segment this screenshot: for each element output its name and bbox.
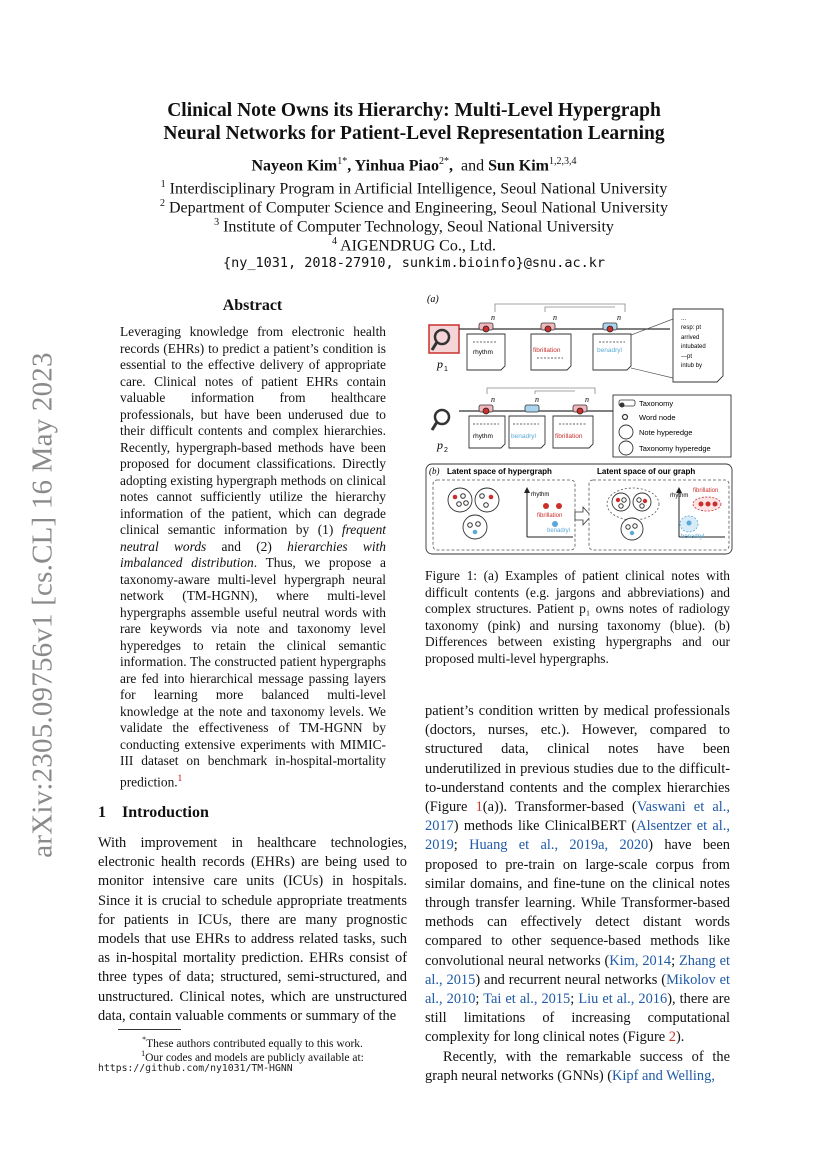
svg-text:arrived: arrived bbox=[681, 335, 700, 341]
figure-ref-1[interactable]: 1 bbox=[475, 799, 483, 816]
p2-note-1 bbox=[469, 395, 505, 448]
svg-text:Taxonomy: Taxonomy bbox=[639, 399, 674, 408]
svg-text:rhythm: rhythm bbox=[531, 492, 550, 498]
svg-text:benadryl: benadryl bbox=[511, 433, 536, 440]
affiliation-3: $^3$ Institute of Computer Technology, Seoul National University bbox=[214, 217, 614, 236]
figure-label-b: (b) bbox=[429, 466, 440, 476]
abstract-body: Leveraging knowledge from electronic health records (EHRs) to predict a patient’s condition is essential to the effective delivery of appropriate care. Clinical notes of patient EHRs contain valuable information from healthcare professionals, but have been underused due to their difficult contents and complex hierarchies. Recently, hypergraph-based methods have been proposed for document classifications. Directly adopting existing hypergraph methods on clinical notes cannot sufficiently utilize the hierarchy information of the patient, which can degrade clinical semantic information by (1) frequent neutral words and (2) hierarchies with imbalanced distribution. Thus, we propose a taxonomy-aware multi-level hypergraph neural network (TM-HGNN), where multi-level hypergraphs assemble useful neutral words with rare keywords via note and taxonomy level hyperedges to retain the clinical semantic information. The constructed patient hypergraphs are fed into hierarchical message passing layers for learning more balanced multi-level knowledge at the note and taxonomy levels. We validate the effectiveness of TM-HGNN by conducting extensive experiments with MIMIC-III dataset on benchmark in-hospital-mortality prediction.$^1$ bbox=[120, 324, 387, 789]
figure-1-caption: Figure 1: (a) Examples of patient clinical notes with difficult contents (e.g. jargons and abbreviations) and complex structures. Patient p₁ owns notes of radiology taxonomy (pink) and nursing taxonomy (blue). (b) Differences between existing hypergraphs and our proposed multi-level hypergraphs. bbox=[425, 568, 730, 666]
paragraph-1: patient’s condition written by medical professionals (doctors, nurses, etc.). However, compared to structured data, clinical notes have been underutilized in previous studies due to the difficult-to-understand contents and the complex hierarchies (Figure 1(a)). Transformer-based (Vaswani et al., 2017) methods like ClinicalBERT (Alsentzer et al., 2019; Huang et al., 2019a, 2020) have been proposed to pre-train on large-scale corpus from similar domains, and fine-tune on the clinical notes through transfer learning. While Transformer-based methods can effectively detect distant words compared to other sequence-based methods like convolutional neural networks (Kim, 2014; Zhang et al., 2015) and recurrent neural networks (Mikolov et al., 2010; Tai et al., 2015; Liu et al., 2016), there are still limitations of increasing computational complexity for long clinical notes (Figure 2). bbox=[425, 703, 731, 1046]
svg-text:---pt: ---pt bbox=[681, 354, 692, 360]
author-3-sup: 1,2,3,4 bbox=[549, 156, 577, 167]
svg-text:rhythm: rhythm bbox=[670, 493, 689, 499]
figure-label-a: (a) bbox=[427, 294, 439, 305]
footnote-equal-contribution: *These authors contributed equally to this work. bbox=[142, 1035, 363, 1050]
figure-ref-2[interactable]: 2 bbox=[668, 1029, 676, 1046]
author-list: Nayeon Kim$^{1*}$, Yinhua Piao$^{2*}$, and Sun Kim$^{1,2,3,4}$ bbox=[251, 156, 577, 175]
svg-text:Note hyperedge: Note hyperedge bbox=[639, 428, 693, 437]
author-1-sup: 1* bbox=[337, 156, 348, 167]
citation-zhang[interactable]: Zhang et al., 2015 bbox=[425, 952, 731, 988]
p1-note-2 bbox=[531, 313, 571, 370]
svg-text:fibrillation: fibrillation bbox=[533, 347, 561, 354]
patient-1-icon bbox=[429, 325, 459, 373]
svg-text:...: ... bbox=[681, 316, 687, 322]
footnote-url[interactable]: https://github.com/ny1031/TM-HGNN bbox=[98, 1063, 293, 1074]
svg-text:n: n bbox=[585, 395, 589, 404]
footnote-code: $^1$Our codes and models are publicly available at: bbox=[141, 1049, 364, 1064]
p1-note-1 bbox=[467, 313, 505, 370]
author-2: Yinhua Piao bbox=[354, 157, 439, 175]
citation-mikolov[interactable]: Mikolov et al., 2010 bbox=[425, 971, 730, 1008]
p2-note-3 bbox=[553, 395, 593, 448]
svg-text:rhythm: rhythm bbox=[473, 433, 493, 440]
arxiv-sidebar bbox=[22, 352, 64, 858]
svg-text:n: n bbox=[491, 313, 495, 322]
svg-text:benadryl: benadryl bbox=[547, 528, 571, 534]
citation-kim[interactable]: Kim, 2014 bbox=[609, 952, 672, 969]
p1-note-3 bbox=[593, 313, 631, 370]
svg-text:intub by: intub by bbox=[681, 363, 703, 369]
author-emails: {ny_1031, 2018-27910, sunkim.bioinfo}@snu.ac.kr bbox=[222, 255, 605, 271]
right-column-body bbox=[425, 702, 730, 1086]
svg-text:Word node: Word node bbox=[639, 413, 676, 422]
citation-tai[interactable]: Tai et al., 2015 bbox=[483, 991, 571, 1008]
svg-text:p: p bbox=[437, 357, 443, 371]
author-1: Nayeon Kim bbox=[251, 157, 338, 175]
citation-kipf[interactable]: Kipf and Welling, bbox=[612, 1067, 715, 1084]
note-snippet bbox=[673, 309, 723, 382]
svg-text:intubated: intubated bbox=[681, 344, 706, 350]
figure-legend bbox=[613, 395, 731, 457]
svg-text:benadryl: benadryl bbox=[597, 347, 622, 354]
author-2-sup: 2* bbox=[438, 156, 449, 167]
figure-1 bbox=[425, 292, 733, 557]
paragraph-2: Recently, with the remarkable success of the graph neural networks (GNNs) (Kipf and Welling, bbox=[425, 1048, 730, 1084]
svg-text:Taxonomy hyperedge: Taxonomy hyperedge bbox=[639, 444, 711, 453]
svg-text:fibrillation: fibrillation bbox=[693, 488, 719, 494]
affiliation-1: $^1$ Interdisciplinary Program in Artificial Intelligence, Seoul National University bbox=[160, 179, 668, 198]
svg-text:rhythm: rhythm bbox=[473, 349, 493, 356]
svg-text:benadryl: benadryl bbox=[681, 534, 705, 540]
section-heading-introduction: 1 Introduction bbox=[98, 804, 209, 821]
p2-note-2 bbox=[509, 395, 545, 448]
affiliation-2: $^2$ Department of Computer Science and Engineering, Seoul National University bbox=[160, 198, 668, 217]
paper-title-line1: Clinical Note Owns its Hierarchy: Multi-Level Hypergraph bbox=[167, 100, 661, 121]
affiliation-4: $^4$ AIGENDRUG Co., Ltd. bbox=[331, 236, 497, 255]
introduction-body: With improvement in healthcare technologies, electronic health records (EHRs) are being used to monitor intensive care units (ICUs) in hospitals. Since it is crucial to schedule appropriate treatments for patients in ICUs, there are many prognostic models that use EHRs to address related tasks, such as in-hospital mortality prediction. EHRs consist of three types of data; structured, semi-structured, and unstructured. Clinical notes, which are unstructured data, contain valuable comments or summary of the bbox=[98, 835, 407, 1024]
abstract-heading: Abstract bbox=[222, 297, 283, 314]
citation-liu[interactable]: Liu et al., 2016 bbox=[578, 991, 668, 1008]
citation-alsentzer[interactable]: Alsentzer et al., 2019 bbox=[425, 818, 730, 854]
latent-right-title: Latent space of our graph bbox=[597, 467, 696, 476]
arxiv-identifier: arXiv:2305.09756v1 [cs.CL] 16 May 2023 bbox=[26, 352, 59, 858]
patient-2-icon bbox=[432, 410, 449, 454]
author-and: and bbox=[460, 157, 485, 175]
svg-text:p: p bbox=[437, 438, 443, 452]
svg-text:n: n bbox=[535, 395, 539, 404]
footnote-mark[interactable]: 1 bbox=[177, 772, 183, 783]
citation-huang[interactable]: Huang et al., 2019a, 2020 bbox=[469, 837, 649, 854]
svg-text:fibrillation: fibrillation bbox=[537, 513, 563, 519]
latent-left-title: Latent space of hypergraph bbox=[447, 467, 552, 476]
paper-title-line2: Neural Networks for Patient-Level Representation Learning bbox=[163, 123, 665, 144]
svg-text:2: 2 bbox=[444, 447, 448, 454]
svg-text:n: n bbox=[553, 313, 557, 322]
svg-text:resp: pt: resp: pt bbox=[681, 325, 702, 331]
author-3: Sun Kim bbox=[488, 157, 550, 175]
svg-text:n: n bbox=[491, 395, 495, 404]
svg-text:1: 1 bbox=[444, 366, 448, 373]
citation-vaswani[interactable]: Vaswani et al., 2017 bbox=[425, 799, 730, 835]
svg-text:fibrillation: fibrillation bbox=[555, 433, 583, 440]
footnote-rule bbox=[118, 1029, 181, 1030]
svg-text:n: n bbox=[617, 313, 621, 322]
